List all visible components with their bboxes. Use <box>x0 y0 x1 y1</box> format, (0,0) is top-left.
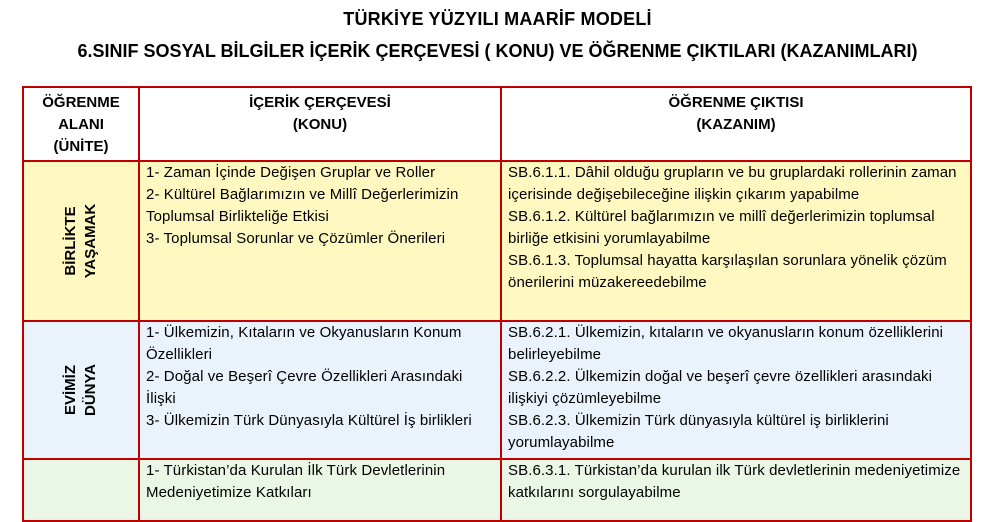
header-learning-area: ÖĞRENME ALANI (ÜNİTE) <box>23 87 139 161</box>
content-item: 1- Ülkemizin, Kıtaların ve Okyanusların Konum Özellikleri <box>146 324 462 363</box>
unit-cell <box>23 321 139 459</box>
outcome-item: SB.6.3.1. Türkistan’da kurulan ilk Türk devletlerinin medeniyetimize katkılarını sorgulayabilme <box>508 462 961 501</box>
outcome-item: SB.6.2.1. Ülkemizin, kıtaların ve okyanusların konum özelliklerini belirleyebilme <box>508 324 944 363</box>
curriculum-table <box>22 86 972 522</box>
content-item: 1- Türkistan’da Kurulan İlk Türk Devletlerinin Medeniyetimize Katkıları <box>146 462 446 501</box>
unit-label: EVİMİZ DÜNYA <box>62 364 99 416</box>
unit-cell <box>23 161 139 321</box>
outcome-item: SB.6.2.3. Ülkemizin Türk dünyasıyla kültürel iş birliklerini yorumlayabilme <box>508 412 889 451</box>
outcome-item: SB.6.1.1. Dâhil olduğu grupların ve bu gruplardaki rollerinin zaman içerisinde değişebileceğine ilişkin çıkarım yapabilme <box>508 164 957 203</box>
outcome-cell <box>501 321 971 459</box>
header-content-framework: İÇERİK ÇERÇEVESİ (KONU) <box>139 87 501 161</box>
outcome-item: SB.6.1.3. Toplumsal hayatta karşılaşılan sorunlara yönelik çözüm önerilerini müzakereedebilme <box>508 252 947 291</box>
content-item: 3- Ülkemizin Türk Dünyasıyla Kültürel İş birlikleri <box>146 412 472 429</box>
content-cell <box>139 459 501 521</box>
table-row <box>23 459 971 521</box>
header-learning-outcome: ÖĞRENME ÇIKTISI (KAZANIM) <box>501 87 971 161</box>
document-title: TÜRKİYE YÜZYILI MAARİF MODELİ <box>343 9 652 29</box>
table-row <box>23 161 971 321</box>
content-cell <box>139 161 501 321</box>
table-header-row <box>23 87 971 161</box>
outcome-cell <box>501 161 971 321</box>
content-item: 3- Toplumsal Sorunlar ve Çözümler Önerileri <box>146 230 446 247</box>
document-subtitle: 6.SINIF SOSYAL BİLGİLER İÇERİK ÇERÇEVESİ ( KONU) VE ÖĞRENME ÇIKTILARI (KAZANIMLARI) <box>77 41 918 61</box>
content-item: 2- Doğal ve Beşerî Çevre Özellikleri Arasındaki İlişki <box>146 368 463 407</box>
content-cell <box>139 321 501 459</box>
table-row <box>23 321 971 459</box>
content-item: 2- Kültürel Bağlarımızın ve Millî Değerlerimizin Toplumsal Birlikteliğe Etkisi <box>146 186 459 225</box>
unit-cell <box>23 459 139 521</box>
content-item: 1- Zaman İçinde Değişen Gruplar ve Roller <box>146 164 436 181</box>
unit-label: BİRLİKTE YAŞAMAK <box>62 203 99 279</box>
outcome-item: SB.6.2.2. Ülkemizin doğal ve beşerî çevre özellikleri arasındaki ilişkiyi çözümleyebilme <box>508 368 933 407</box>
outcome-cell <box>501 459 971 521</box>
outcome-item: SB.6.1.2. Kültürel bağlarımızın ve millî değerlerimizin toplumsal birliğe etkisini yorumlayabilme <box>508 208 935 247</box>
